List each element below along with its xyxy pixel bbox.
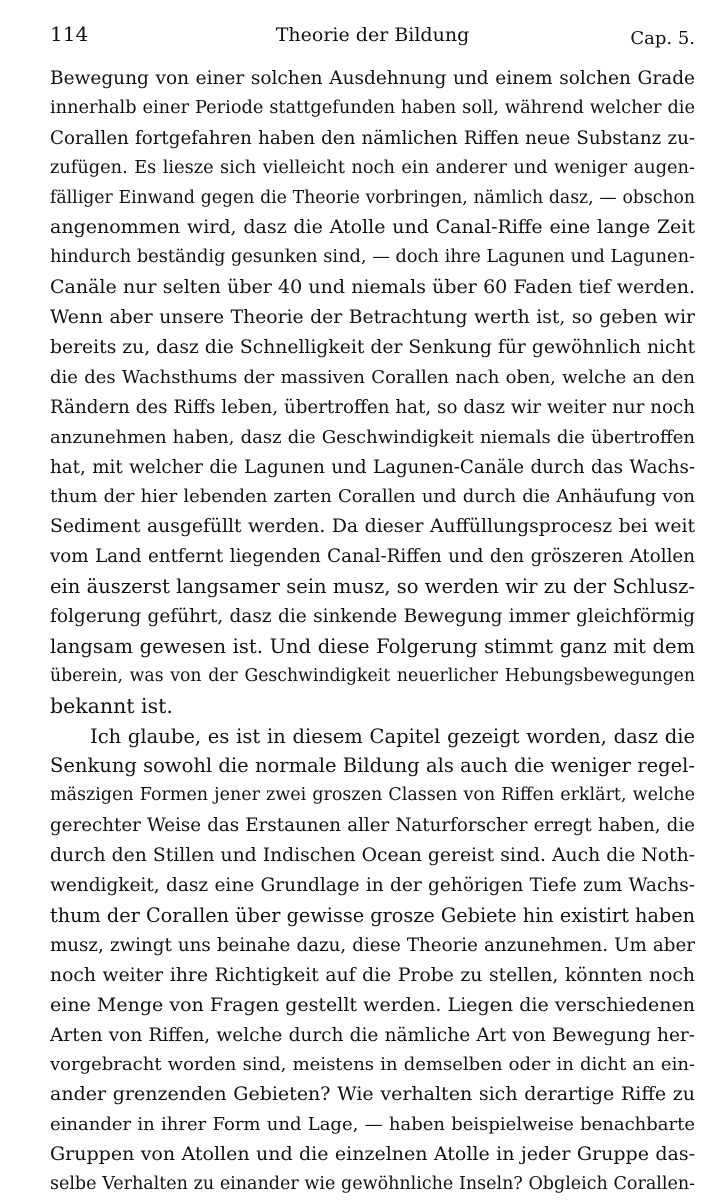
text-line: thum der Corallen über gewisse grosze Gebiete hin existirt haben (50, 903, 695, 927)
text-line: hat, mit welcher die Lagunen und Lagunen-Canäle durch das Wachs- (50, 456, 695, 478)
text-line: angenommen wird, dasz die Atolle und Canal-Riffe eine lange Zeit (50, 216, 695, 239)
chapter-reference: Cap. 5. (630, 28, 695, 49)
text-line: zufügen. Es liesze sich vielleicht noch ein anderer und weniger augen- (50, 157, 695, 178)
text-line: überein, was von der Geschwindigkeit neuerlicher Hebungsbewegungen (50, 665, 695, 686)
text-line: musz, zwingt uns beinahe dazu, diese Theorie anzunehmen. Um aber (50, 934, 695, 956)
text-line: langsam gewesen ist. Und diese Folgerung stimmt ganz mit dem (50, 634, 695, 658)
text-line: hindurch beständig gesunken sind, — doch ihre Lagunen und Lagunen- (50, 247, 695, 268)
text-line: wendigkeit, dasz eine Grundlage in der gehörigen Tiefe zum Wachs- (50, 875, 695, 897)
text-line: Gruppen von Atollen und die einzelnen Atolle in jeder Gruppe das- (50, 1143, 695, 1166)
text-line: selbe Verhalten zu einander wie gewöhnliche Inseln? Obgleich Corallen- (50, 1173, 695, 1194)
text-line: Sediment ausgefüllt werden. Da dieser Auffüllungsprocesz bei weit (50, 516, 695, 538)
body-text (50, 64, 695, 1200)
text-line: die des Wachsthums der massiven Corallen nach oben, welche an den (50, 366, 695, 388)
running-title: Theorie der Bildung (275, 24, 470, 46)
text-line: einander in ihrer Form und Lage, — haben beispielweise benachbarte (50, 1114, 695, 1136)
text-line: innerhalb einer Periode stattgefunden haben soll, während welcher die (50, 97, 695, 118)
text-line: anzunehmen haben, dasz die Geschwindigkeit niemals die übertroffen (50, 426, 695, 448)
text-line: mäszigen Formen jener zwei groszen Classen von Riffen erklärt, welche (50, 785, 695, 806)
paragraph-end-line: bekannt ist. (50, 693, 173, 718)
paragraph-start-line: Ich glaube, es ist in diesem Capitel gezeigt worden, dasz die (90, 724, 695, 748)
text-line: eine Menge von Fragen gestellt werden. Liegen die verschiedenen (50, 993, 695, 1016)
text-line: gerechter Weise das Erstaunen aller Naturforscher erregt haben, die (50, 815, 695, 837)
text-line: Arten von Riffen, welche durch die nämliche Art von Bewegung her- (50, 1024, 695, 1046)
running-header (50, 22, 695, 52)
text-line: noch weiter ihre Richtigkeit auf die Probe zu stellen, könnten noch (50, 964, 695, 986)
text-line: ander grenzenden Gebieten? Wie verhalten sich derartige Riffe zu (50, 1083, 695, 1106)
text-line: vom Land entfernt liegenden Canal-Riffen und den gröszeren Atollen (50, 546, 695, 568)
text-line: fälliger Einwand gegen die Theorie vorbringen, nämlich dasz, — obschon (50, 187, 695, 208)
text-line: Corallen fortgefahren haben den nämlichen Riffen neue Substanz zu- (50, 127, 695, 149)
text-line: Senkung sowohl die normale Bildung als auch die weniger regel- (50, 754, 695, 778)
text-line: Canäle nur selten über 40 und niemals über 60 Faden tief werden. (50, 276, 695, 299)
text-line: durch den Stillen und Indischen Ocean gereist sind. Auch die Noth- (50, 845, 695, 867)
text-line: vorgebracht worden sind, meistens in demselben oder in dicht an ein- (50, 1054, 695, 1076)
text-line: bereits zu, dasz die Schnelligkeit der Senkung für gewöhnlich nicht (50, 337, 695, 359)
text-line: ein äuszerst langsamer sein musz, so werden wir zu der Schlusz- (50, 575, 695, 599)
text-line: folgerung geführt, dasz die sinkende Bewegung immer gleichförmig (50, 606, 695, 628)
text-line: Rändern des Riffs leben, übertroffen hat, so dasz wir weiter nur noch (50, 396, 695, 418)
text-line: thum der hier lebenden zarten Corallen und durch die Anhäufung von (50, 486, 695, 508)
page-number: 114 (50, 22, 89, 46)
text-line: Bewegung von einer solchen Ausdehnung und einem solchen Grade (50, 68, 695, 89)
text-line: Wenn aber unsere Theorie der Betrachtung werth ist, so geben wir (50, 307, 695, 329)
